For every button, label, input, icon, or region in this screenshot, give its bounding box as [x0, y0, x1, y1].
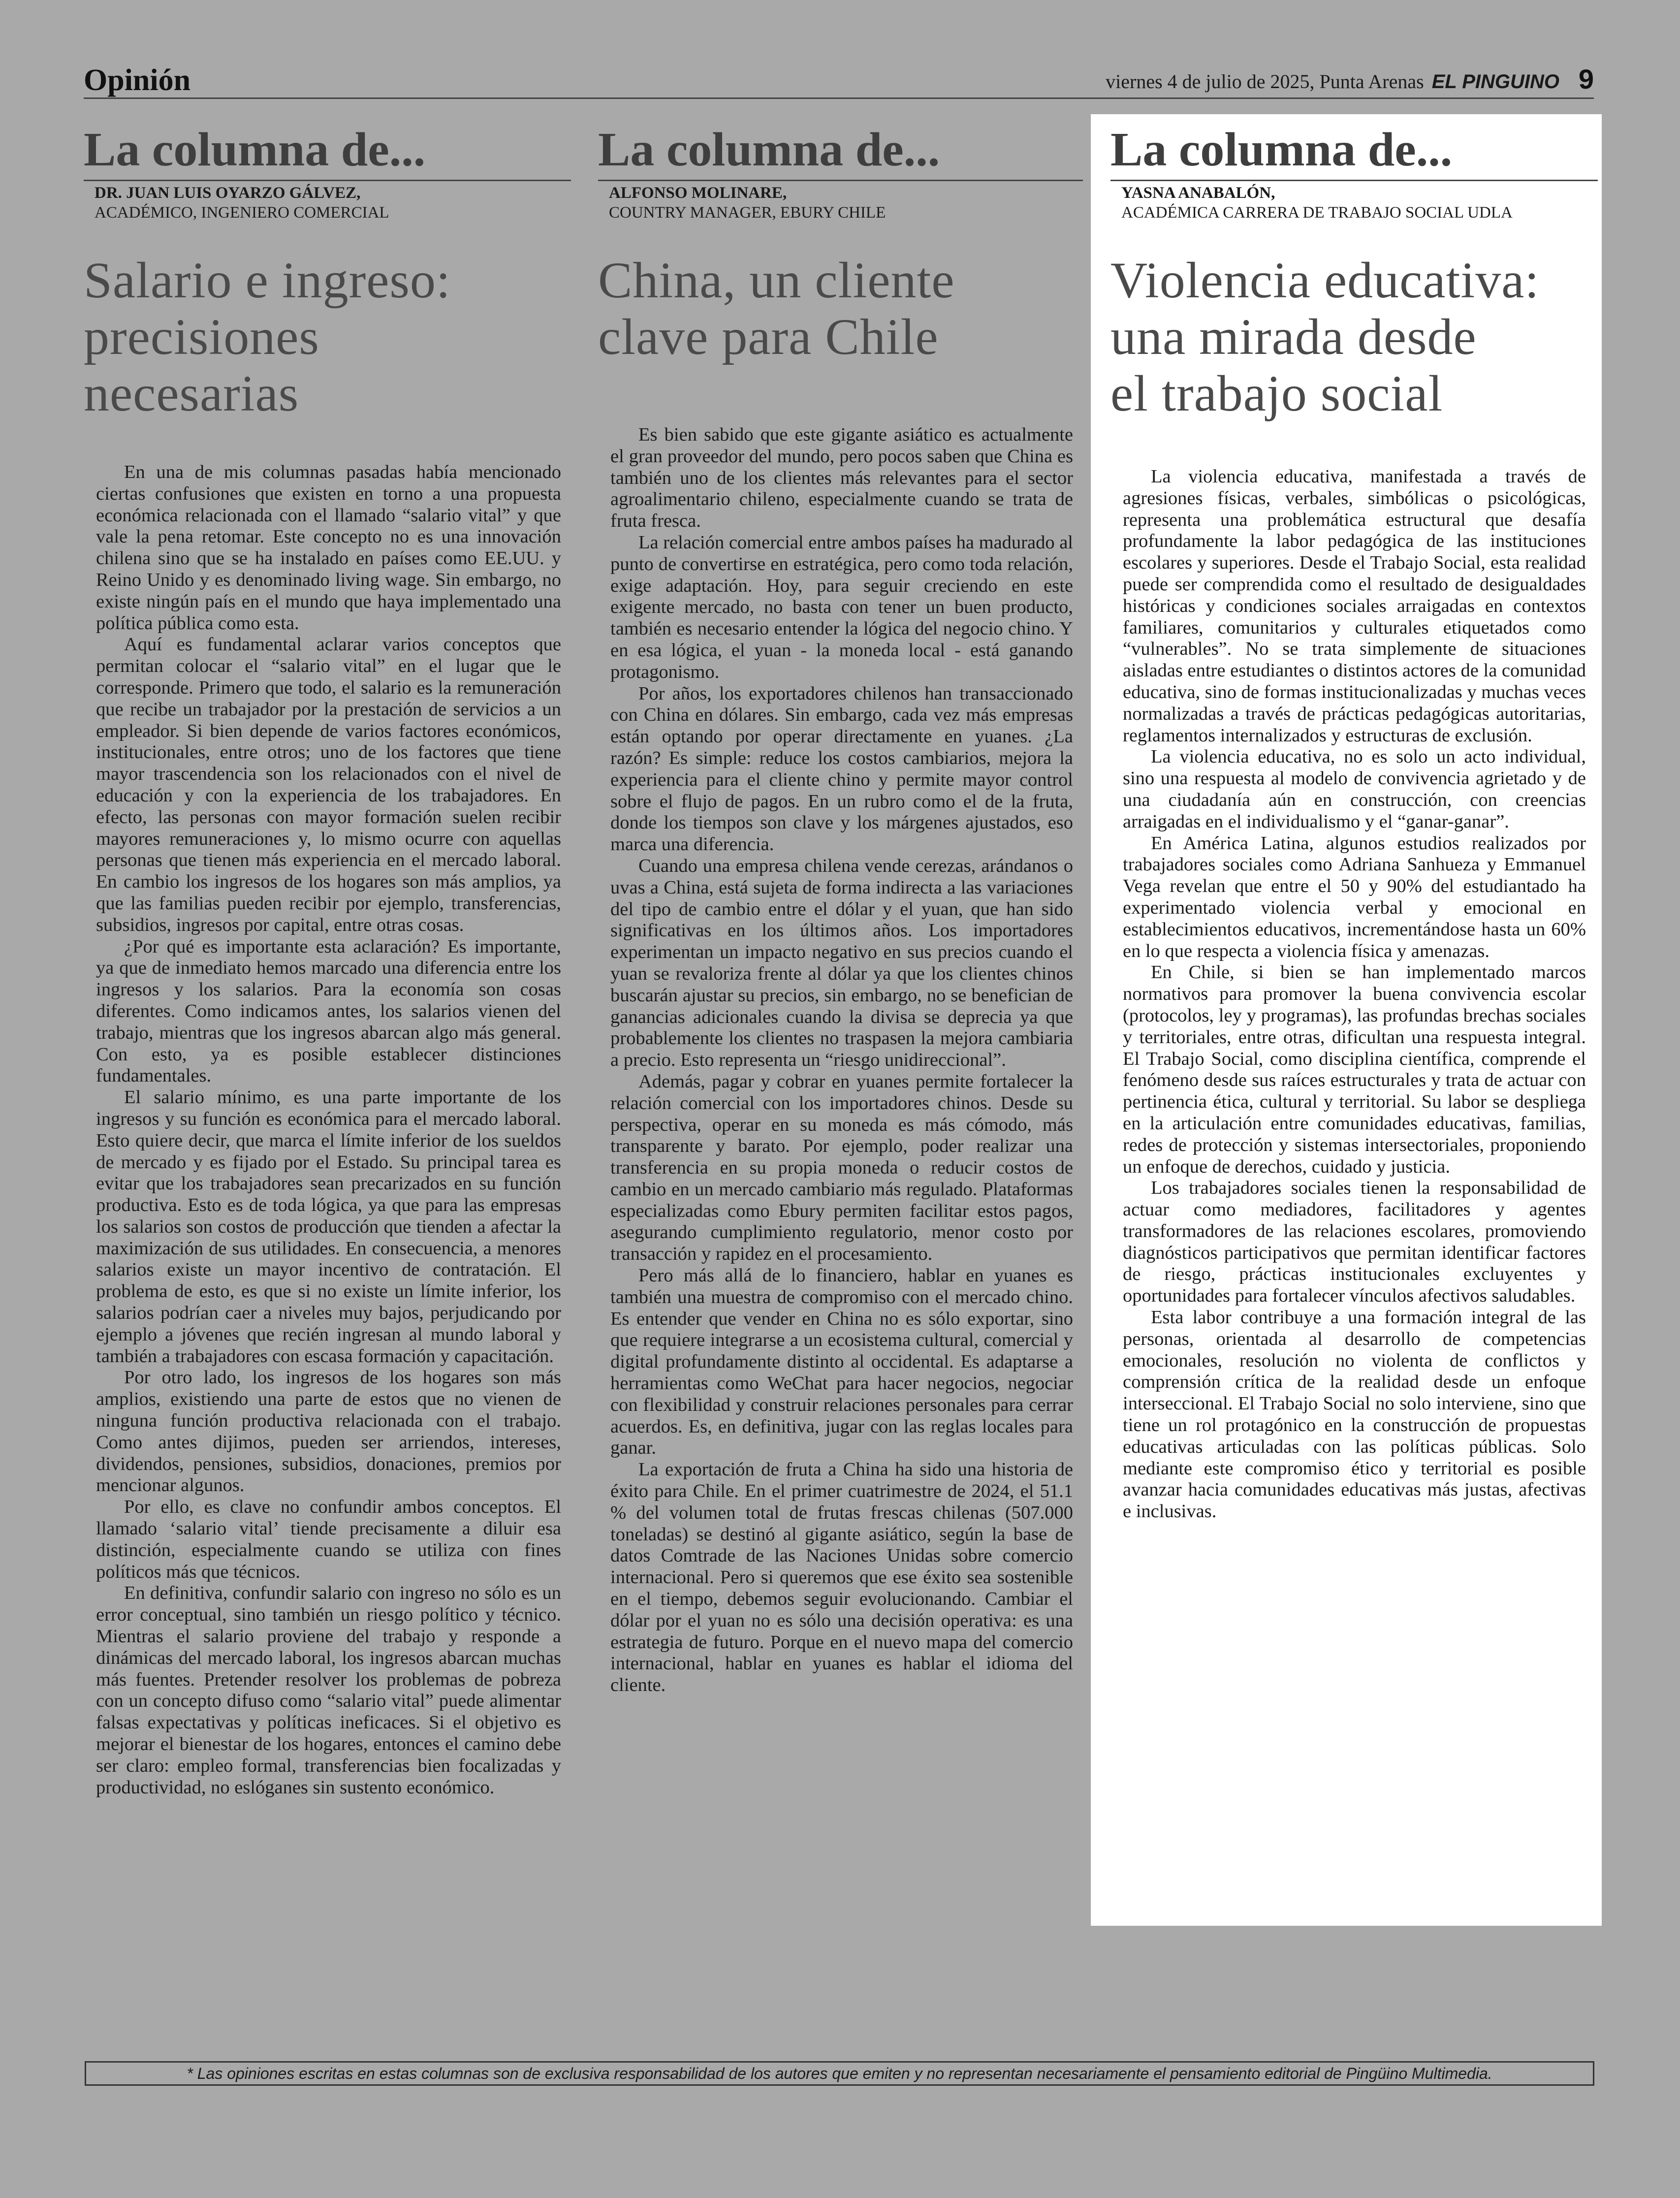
page-header	[84, 63, 1594, 99]
paragraph: La violencia educativa, no es solo un acto individual, sino una respuesta al modelo de convivencia agrietado y de una ciudadanía aún en construcción, con creencias arraigadas en el individualismo y el “ganar-ganar”.	[1123, 746, 1586, 832]
paragraph: La violencia educativa, manifestada a través de agresiones físicas, verbales, simbólicas o psicológicas, representa una problemática estructural que desafía profundamente la labor pedagógica de las instituciones escolares y superiores. Desde el Trabajo Social, esta realidad puede ser comprendida como el resultado de desigualdades históricas y condiciones sociales arraigadas en contextos familiares, comunitarios y culturales etiquetados como “vulnerables”. No se trata simplemente de situaciones aisladas entre estudiantes o distintos actores de la comunidad educativa, sino de formas institucionalizadas y muchas veces normalizadas a través de prácticas pedagógicas autoritarias, reglamentos internalizados y estructuras de exclusión.	[1123, 466, 1586, 746]
page-number: 9	[1578, 64, 1594, 95]
paragraph: Es bien sabido que este gigante asiático es actualmente el gran proveedor del mundo, pero pocos saben que China es también uno de los clientes más relevantes para el sector agroalimentario chileno, especialmente cuando se trata de fruta fresca.	[610, 424, 1073, 532]
section-title: Opinión	[84, 64, 191, 97]
byline	[95, 183, 571, 223]
column-kicker: La columna de...	[1110, 126, 1598, 181]
article-headline: Salario e ingreso: precisiones necesarias	[84, 252, 451, 422]
paragraph: Cuando una empresa chilena vende cerezas, arándanos o uvas a China, está sujeta de forma indirecta a las variaciones del tipo de cambio entre el dólar y el yuan, que han sido significativas en los últimos años. Los importadores experimentan un impacto negativo en sus precios cuando el yuan se revaloriza frente al dólar ya que los clientes chinos buscarán ajustar su precios, sin embargo, no se benefician de ganancias adicionales cuando la divisa se deprecia ya que probablemente los clientes no traspasen la mejora cambiaria a precio. Esto representa un “riesgo unidireccional”.	[610, 855, 1073, 1071]
paragraph: Por otro lado, los ingresos de los hogares son más amplios, existiendo una parte de estos que no vienen de ninguna función productiva relacionada con el trabajo. Como antes dijimos, pueden ser arriendos, intereses, dividendos, pensiones, subsidios, donaciones, premios por mencionar algunos.	[96, 1367, 561, 1496]
author-name: ALFONSO MOLINARE,	[609, 184, 787, 202]
paragraph: Esta labor contribuye a una formación integral de las personas, orientada al desarrollo de competencias emocionales, resolución no violenta de conflictos y comprensión crítica de la realidad desde un enfoque interseccional. El Trabajo Social no solo interviene, sino que tiene un rol protagónico en la construcción de propuestas educativas articuladas con las políticas públicas. Solo mediante este compromiso ético y territorial es posible avanzar hacia comunidades educativas más justas, afectivas e inclusivas.	[1123, 1307, 1586, 1522]
article-body	[96, 462, 561, 1798]
paragraph: En una de mis columnas pasadas había mencionado ciertas confusiones que existen en torno a una propuesta económica relacionada con el llamado “salario vital” y que vale la pena retomar. Este concepto no es una innovación chilena sino que se ha instalado en países como EE.UU. y Reino Unido y es denominado living wage. Sin embargo, no existe ningún país en el mundo que haya implementado una política pública como esta.	[96, 462, 561, 634]
paragraph: Los trabajadores sociales tienen la responsabilidad de actuar como mediadores, facilitadores y agentes transformadores de las relaciones escolares, promoviendo diagnósticos participativos que permitan identificar factores de riesgo, prácticas institucionales excluyentes y oportunidades para fortalecer vínculos afectivos saludables.	[1123, 1178, 1586, 1306]
byline	[1121, 183, 1598, 223]
column-3	[1091, 114, 1602, 1926]
dateline: viernes 4 de julio de 2025, Punta Arenas	[1106, 70, 1424, 93]
dateline-group	[1106, 70, 1559, 93]
paragraph: La exportación de fruta a China ha sido una historia de éxito para Chile. En el primer cuatrimestre de 2024, el 51.1 % del volumen total de frutas frescas chilenas (507.000 toneladas) se destinó al gigante asiático, según la base de datos Comtrade de las Naciones Unidas sobre comercio internacional. Pero si queremos que ese éxito sea sostenible en el tiempo, debemos seguir evolucionando. Cambiar el dólar por el yuan no es sólo una decisión operativa: es una estrategia de futuro. Porque en el nuevo mapa del comercio internacional, hablar en yuanes es hablar el idioma del cliente.	[610, 1459, 1073, 1696]
article-body	[610, 424, 1073, 1696]
paragraph: Por años, los exportadores chilenos han transaccionado con China en dólares. Sin embargo, cada vez más empresas están optando por operar directamente en yuanes. ¿La razón? Es simple: reduce los costos cambiarios, mejora la experiencia para el cliente chino y permite mayor control sobre el flujo de pagos. En un rubro como el de la fruta, donde los tiempos son clave y los márgenes ajustados, eso marca una diferencia.	[610, 683, 1073, 855]
column-kicker: La columna de...	[598, 126, 1083, 181]
article-headline: Violencia educativa: una mirada desde el trabajo social	[1110, 252, 1540, 422]
paragraph: El salario mínimo, es una parte importante de los ingresos y su función es económica para el mercado laboral. Esto quiere decir, que marca el límite inferior de los sueldos de mercado y es fijado por el Estado. Su principal tarea es evitar que los trabajadores sean precarizados en su función productiva. Esto es de toda lógica, ya que para las empresas los salarios son costos de producción que tienden a afectar la maximización de sus utilidades. En consecuencia, a menores salarios existe un mayor incentivo de contratación. El problema de esto, es que si no existe un límite inferior, los salarios podrían caer a niveles muy bajos, perjudicando por ejemplo a jóvenes que recién ingresan al mundo laboral y también a trabajadores con escasa formación y capacitación.	[96, 1087, 561, 1367]
column-2	[598, 123, 1083, 1696]
paragraph: Por ello, es clave no confundir ambos conceptos. El llamado ‘salario vital’ tiende precisamente a diluir esa distinción, especialmente cuando se utiliza con fines políticos más que técnicos.	[96, 1497, 561, 1582]
paragraph: Pero más allá de lo financiero, hablar en yuanes es también una muestra de compromiso con el mercado chino. Es entender que vender en China no es sólo exportar, sino que requiere integrarse a un ecosistema cultural, comercial y digital profundamente distinto al occidental. Es adaptarse a herramientas como WeChat para hacer negocios, negociar con flexibilidad y construir relaciones personales para cerrar acuerdos. Es, en definitiva, jugar con las reglas locales para ganar.	[610, 1265, 1073, 1459]
column-kicker: La columna de...	[84, 126, 571, 181]
author-role: ACADÉMICA CARRERA DE TRABAJO SOCIAL UDLA	[1121, 204, 1513, 222]
paragraph: Aquí es fundamental aclarar varios conceptos que permitan colocar el “salario vital” en el lugar que le corresponde. Primero que todo, el salario es la remuneración que recibe un trabajador por la prestación de servicios a un empleador. Si bien depende de varios factores económicos, institucionales, entre otros; uno de los factores que tiene mayor trascendencia son los relacionados con el nivel de educación y con la experiencia de los trabajadores. En efecto, las personas con mayor formación suelen recibir mayores remuneraciones y, lo mismo ocurre con aquellas personas que tienen más experiencia en el mercado laboral. En cambio los ingresos de los hogares son más amplios, ya que las familias pueden recibir por ejemplo, transferencias, subsidios, ingresos por capital, entre otras cosas.	[96, 634, 561, 935]
article-body	[1123, 466, 1586, 1523]
byline	[609, 183, 1083, 223]
paragraph: Además, pagar y cobrar en yuanes permite fortalecer la relación comercial con los importadores chinos. Desde su perspectiva, operar en su moneda es más cómodo, más transparente y barato. Por ejemplo, poder realizar una transferencia en su propia moneda o reducir costos de cambio en un mercado cambiario más regulado. Plataformas especializadas como Ebury permiten facilitar estos pagos, asegurando cumplimiento regulatorio, menor costo por transacción y rapidez en el procesamiento.	[610, 1071, 1073, 1265]
brand-logo: EL PINGUINO	[1431, 71, 1559, 93]
paragraph: En definitiva, confundir salario con ingreso no sólo es un error conceptual, sino también un riesgo político y técnico. Mientras el salario proviene del trabajo y responde a dinámicas del mercado laboral, los ingresos abarcan muchas más fuentes. Pretender resolver los problemas de pobreza con un concepto difuso como “salario vital” puede alimentar falsas expectativas y políticas ineficaces. Si el objetivo es mejorar el bienestar de los hogares, entonces el camino debe ser claro: empleo formal, transferencias bien focalizadas y productividad, no eslóganes sin sustento económico.	[96, 1583, 561, 1798]
article-headline: China, un cliente clave para Chile	[598, 252, 955, 365]
paragraph: En Chile, si bien se han implementado marcos normativos para promover la buena convivencia escolar (protocolos, ley y programas), las profundas brechas sociales y territoriales, entre otras, dificultan una respuesta integral. El Trabajo Social, como disciplina científica, comprende el fenómeno desde sus raíces estructurales y trata de actuar con pertinencia ética, cultural y territorial. Su labor se despliega en la articulación entre comunidades educativas, familias, redes de protección y sistemas intersectoriales, proponiendo un enfoque de derechos, cuidado y justicia.	[1123, 962, 1586, 1177]
author-name: DR. JUAN LUIS OYARZO GÁLVEZ,	[95, 184, 361, 202]
column-1	[84, 123, 571, 1798]
author-role: ACADÉMICO, INGENIERO COMERCIAL	[95, 204, 389, 222]
disclaimer-footer: * Las opiniones escritas en estas columnas son de exclusiva responsabilidad de los autores que emiten y no representan necesariamente el pensamiento editorial de Pingüino Multimedia.	[85, 2061, 1594, 2086]
author-role: COUNTRY MANAGER, EBURY CHILE	[609, 204, 886, 222]
paragraph: ¿Por qué es importante esta aclaración? Es importante, ya que de inmediato hemos marcado una diferencia entre los ingresos y los salarios. Para la economía son cosas diferentes. Como indicamos antes, los salarios vienen del trabajo, mientras que los ingresos abarcan algo más general. Con esto, ya es posible establecer distinciones fundamentales.	[96, 936, 561, 1086]
paragraph: En América Latina, algunos estudios realizados por trabajadores sociales como Adriana Sanhueza y Emmanuel Vega revelan que entre el 50 y 90% del estudiantado ha experimentado violencia verbal y emocional en establecimientos educativos, incrementándose hasta un 60% en lo que respecta a violencia física y amenazas.	[1123, 832, 1586, 961]
author-name: YASNA ANABALÓN,	[1121, 184, 1275, 202]
paragraph: La relación comercial entre ambos países ha madurado al punto de convertirse en estratégica, pero como toda relación, exige adaptación. Hoy, para seguir creciendo en este exigente mercado, no basta con tener un buen producto, también es necesario entender la lógica del negocio chino. Y en esa lógica, el yuan - la moneda local - está ganando protagonismo.	[610, 532, 1073, 682]
